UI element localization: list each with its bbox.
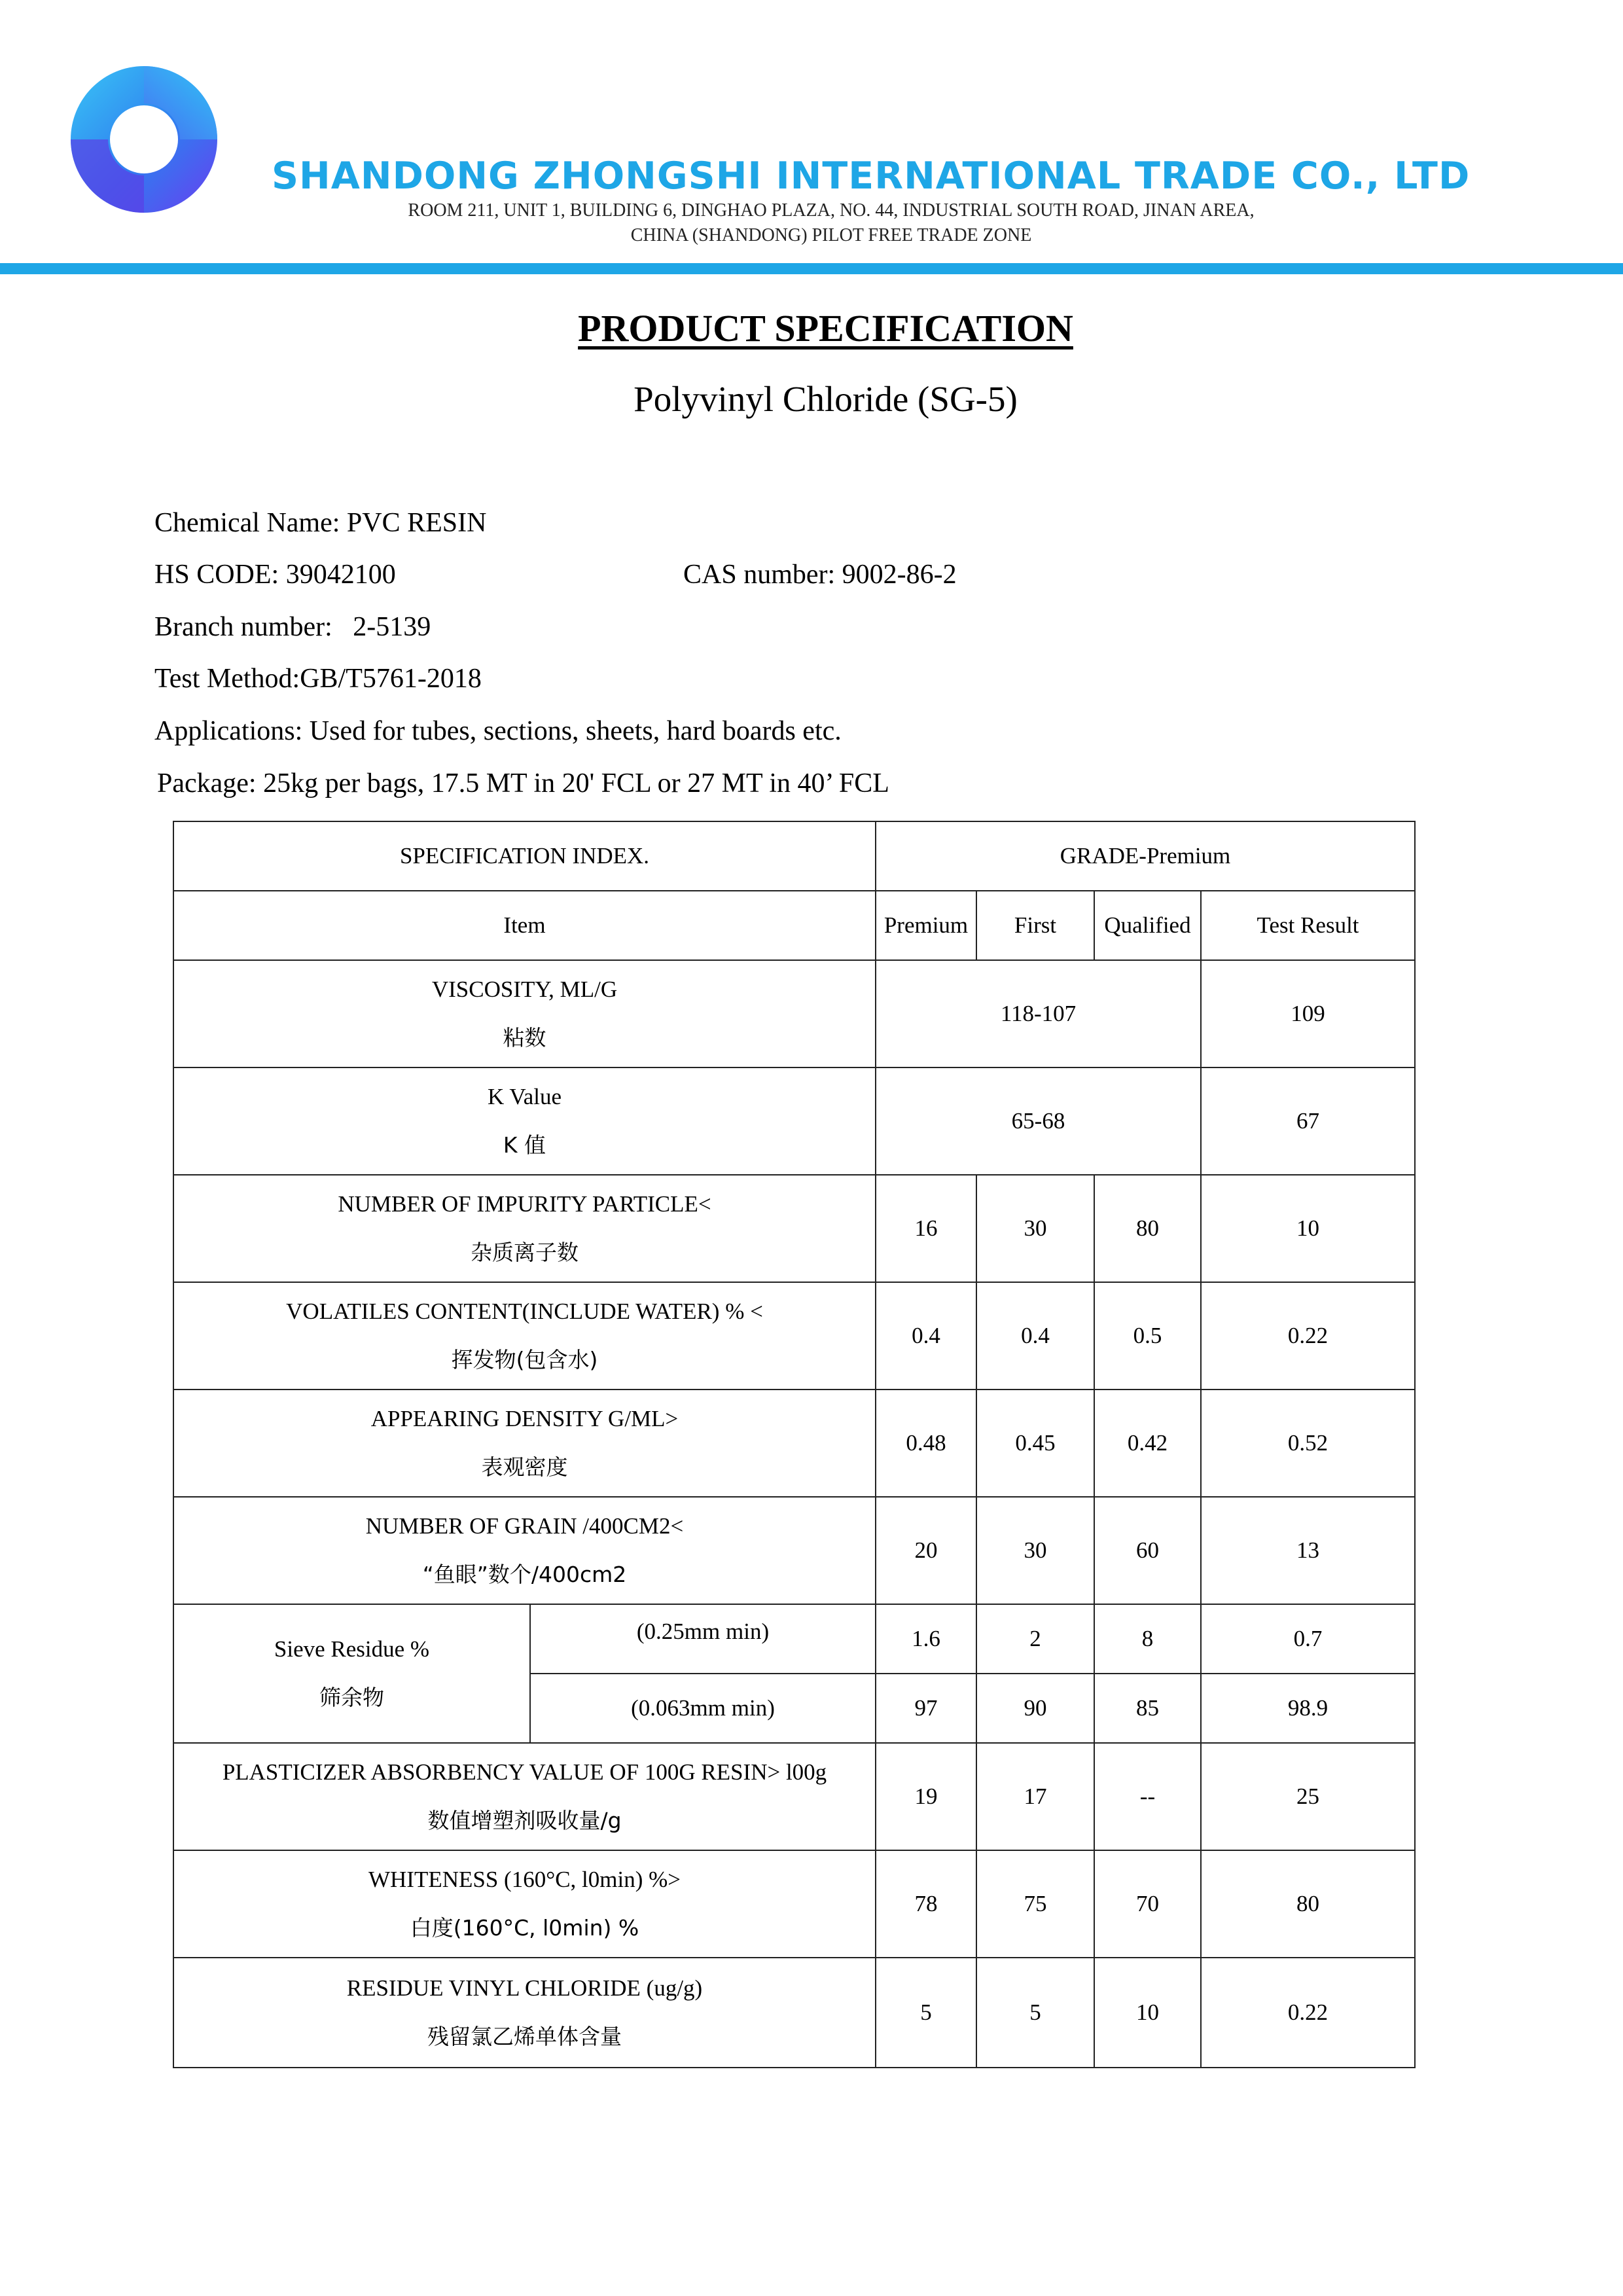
- chemical-name: Chemical Name: PVC RESIN: [154, 508, 487, 538]
- sieve-sub-label: (0.063mm min): [530, 1674, 876, 1743]
- header-divider: [0, 263, 1623, 274]
- first-cell: 75: [976, 1850, 1094, 1958]
- qualified-cell: 70: [1094, 1850, 1201, 1958]
- result-cell: 25: [1201, 1743, 1415, 1850]
- company-address-line1: ROOM 211, UNIT 1, BUILDING 6, DINGHAO PLAZA, NO. 44, INDUSTRIAL SOUTH ROAD, JINAN AREA,: [408, 200, 1255, 221]
- premium-cell: 16: [876, 1175, 976, 1282]
- test-method: Test Method:GB/T5761-2018: [154, 664, 482, 694]
- range-cell: 65-68: [876, 1067, 1201, 1175]
- premium-cell: 0.48: [876, 1390, 976, 1497]
- range-cell: 118-107: [876, 960, 1201, 1067]
- result-cell: 109: [1201, 960, 1415, 1067]
- specification-table: [173, 821, 1416, 2068]
- table-header-row: [173, 821, 1415, 891]
- spec-index-header: SPECIFICATION INDEX.: [173, 821, 876, 891]
- first-cell: 30: [976, 1175, 1094, 1282]
- company-logo: [69, 62, 219, 213]
- sieve-sub-label: (0.25mm min): [530, 1604, 876, 1674]
- qualified-cell: 85: [1094, 1674, 1201, 1743]
- premium-cell: 78: [876, 1850, 976, 1958]
- result-cell: 13: [1201, 1497, 1415, 1604]
- cas-number: CAS number: 9002-86-2: [683, 560, 957, 590]
- result-cell: 0.52: [1201, 1390, 1415, 1497]
- column-header-row: [173, 891, 1415, 960]
- qualified-header: Qualified: [1094, 891, 1201, 960]
- qualified-cell: --: [1094, 1743, 1201, 1850]
- result-cell: 0.7: [1201, 1604, 1415, 1674]
- table-row: [173, 960, 1415, 1067]
- item-cell: NUMBER OF GRAIN /400CM2< “鱼眼”数个/400cm2: [173, 1497, 876, 1604]
- qualified-cell: 80: [1094, 1175, 1201, 1282]
- item-cell: PLASTICIZER ABSORBENCY VALUE OF 100G RESIN> l00g 数值增塑剂吸收量/g: [173, 1743, 876, 1850]
- table-row: [173, 1958, 1415, 2068]
- premium-cell: 5: [876, 1958, 976, 2068]
- premium-cell: 97: [876, 1674, 976, 1743]
- item-cell: RESIDUE VINYL CHLORIDE (ug/g) 残留氯乙烯单体含量: [173, 1958, 876, 2068]
- result-cell: 0.22: [1201, 1958, 1415, 2068]
- table-row: [173, 1067, 1415, 1175]
- table-row: [173, 1850, 1415, 1958]
- applications: Applications: Used for tubes, sections, sheets, hard boards etc.: [154, 716, 842, 746]
- first-cell: 0.45: [976, 1390, 1094, 1497]
- table-row: [173, 1175, 1415, 1282]
- first-header: First: [976, 891, 1094, 960]
- table-row: [173, 1604, 1415, 1674]
- result-cell: 98.9: [1201, 1674, 1415, 1743]
- table-row: [173, 1497, 1415, 1604]
- qualified-cell: 10: [1094, 1958, 1201, 2068]
- premium-cell: 0.4: [876, 1282, 976, 1390]
- table-row: [173, 1390, 1415, 1497]
- premium-header: Premium: [876, 891, 976, 960]
- qualified-cell: 0.5: [1094, 1282, 1201, 1390]
- qualified-cell: 60: [1094, 1497, 1201, 1604]
- item-cell: NUMBER OF IMPURITY PARTICLE< 杂质离子数: [173, 1175, 876, 1282]
- hs-code: HS CODE: 39042100: [154, 560, 396, 590]
- result-cell: 67: [1201, 1067, 1415, 1175]
- result-cell: 80: [1201, 1850, 1415, 1958]
- qualified-cell: 0.42: [1094, 1390, 1201, 1497]
- first-cell: 5: [976, 1958, 1094, 2068]
- item-header: Item: [173, 891, 876, 960]
- test-result-header: Test Result: [1201, 891, 1415, 960]
- qualified-cell: 8: [1094, 1604, 1201, 1674]
- premium-cell: 20: [876, 1497, 976, 1604]
- package: Package: 25kg per bags, 17.5 MT in 20' FCL or 27 MT in 40’ FCL: [157, 768, 889, 798]
- document-subtitle: Polyvinyl Chloride (SG-5): [633, 379, 1018, 419]
- result-cell: 0.22: [1201, 1282, 1415, 1390]
- document-title: PRODUCT SPECIFICATION: [578, 307, 1073, 350]
- grade-header: GRADE-Premium: [876, 821, 1415, 891]
- first-cell: 17: [976, 1743, 1094, 1850]
- item-cell: VOLATILES CONTENT(INCLUDE WATER) % < 挥发物(包含水): [173, 1282, 876, 1390]
- first-cell: 30: [976, 1497, 1094, 1604]
- item-cell: K Value K 值: [173, 1067, 876, 1175]
- company-name: SHANDONG ZHONGSHI INTERNATIONAL TRADE CO., LTD: [272, 154, 1471, 198]
- table-row: [173, 1743, 1415, 1850]
- sieve-item-cell: Sieve Residue % 筛余物: [173, 1604, 530, 1743]
- first-cell: 0.4: [976, 1282, 1094, 1390]
- table-row: [173, 1282, 1415, 1390]
- item-cell: VISCOSITY, ML/G 粘数: [173, 960, 876, 1067]
- premium-cell: 1.6: [876, 1604, 976, 1674]
- first-cell: 2: [976, 1604, 1094, 1674]
- item-cell: APPEARING DENSITY G/ML> 表观密度: [173, 1390, 876, 1497]
- item-cell: WHITENESS (160°C, l0min) %> 白度(160°C, l0min) %: [173, 1850, 876, 1958]
- first-cell: 90: [976, 1674, 1094, 1743]
- result-cell: 10: [1201, 1175, 1415, 1282]
- company-address-line2: CHINA (SHANDONG) PILOT FREE TRADE ZONE: [630, 225, 1032, 245]
- branch-number: Branch number: 2-5139: [154, 612, 431, 642]
- premium-cell: 19: [876, 1743, 976, 1850]
